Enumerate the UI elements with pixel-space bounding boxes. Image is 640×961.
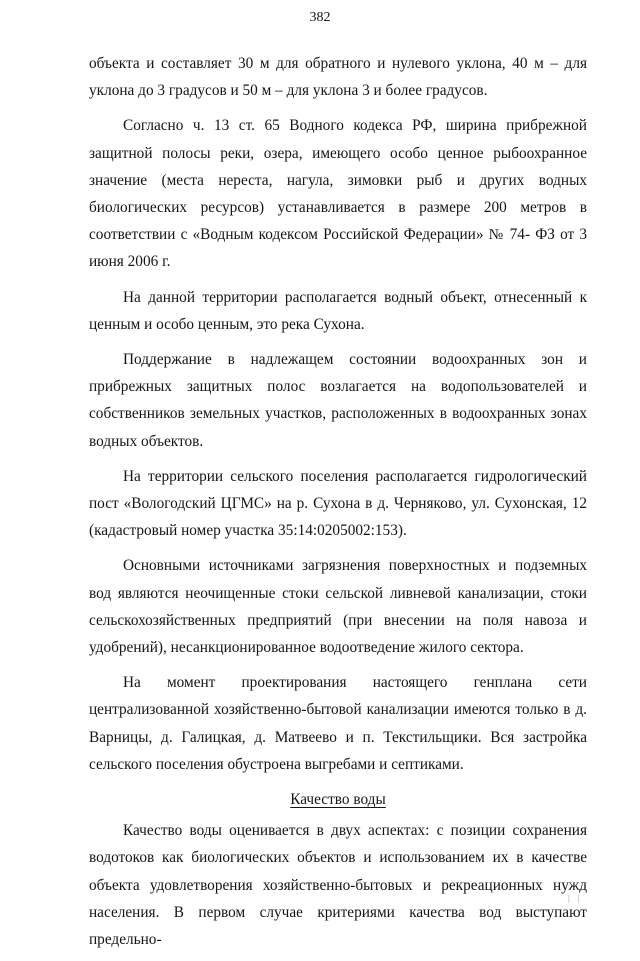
page-number: 382 xyxy=(309,10,331,25)
paragraph-maintenance: Поддержание в надлежащем состоянии водоохранных зон и прибрежных защитных полос возлагается на водопользователей и собственников земельных участков, расположенных в водоохранных зонах водных объектов. xyxy=(89,351,587,450)
paragraph-water-code: Согласно ч. 13 ст. 65 Водного кодекса РФ, ширина прибрежной защитной полосы реки, озера, имеющего особо ценное рыбоохранное значение (места нереста, нагула, зимовки рыб и других водных биологических ресурсов) устанавливается в размере 200 метров в соответствии с «Водным кодексом Российской Федерации» № 74- ФЗ от 3 июня 2006 г. xyxy=(89,117,587,271)
paragraph-water-object: На данной территории располагается водный объект, отнесенный к ценным и особо ценным, это река Сухона. xyxy=(89,288,587,333)
paragraph-hydrological-post: На территории сельского поселения располагается гидрологический пост «Вологодский ЦГМС» на р. Сухона в д. Черняково, ул. Сухонская, 12 (кадастровый номер участка 35:14:0205002:153). xyxy=(89,467,587,540)
paragraph-pollution-sources: Основными источниками загрязнения поверхностных и подземных вод являются неочищенные стоки сельской ливневой канализации, стоки сельскохозяйственных предприятий (при внесении на поля навоза и удобрений), несанкционированное водоотведение жилого сектора. xyxy=(89,557,587,657)
scan-artifact: || xyxy=(568,893,588,903)
paragraph-water-quality: Качество воды оценивается в двух аспектах: с позиции сохранения водотоков как биологических объектов и использованием их в качестве объекта удовлетворения хозяйственно-бытовых и рекреационных нужд населения. В первом случае критериями качества вод выступают предельно- xyxy=(89,822,587,949)
paragraph-sewerage: На момент проектирования настоящего генплана сети централизованной хозяйственно-бытовой канализации имеются только в д. Варницы, д. Галицкая, д. Матвеево и п. Текстильщики. Вся застройка сельского поселения обустроена выгребами и септиками. xyxy=(89,674,587,773)
section-heading: Качество воды xyxy=(290,791,386,809)
document-body xyxy=(89,50,587,961)
paragraph-continuation: объекта и составляет 30 м для обратного и нулевого уклона, 40 м – для уклона до 3 градусов и 50 м – для уклона 3 и более градусов. xyxy=(89,55,587,100)
